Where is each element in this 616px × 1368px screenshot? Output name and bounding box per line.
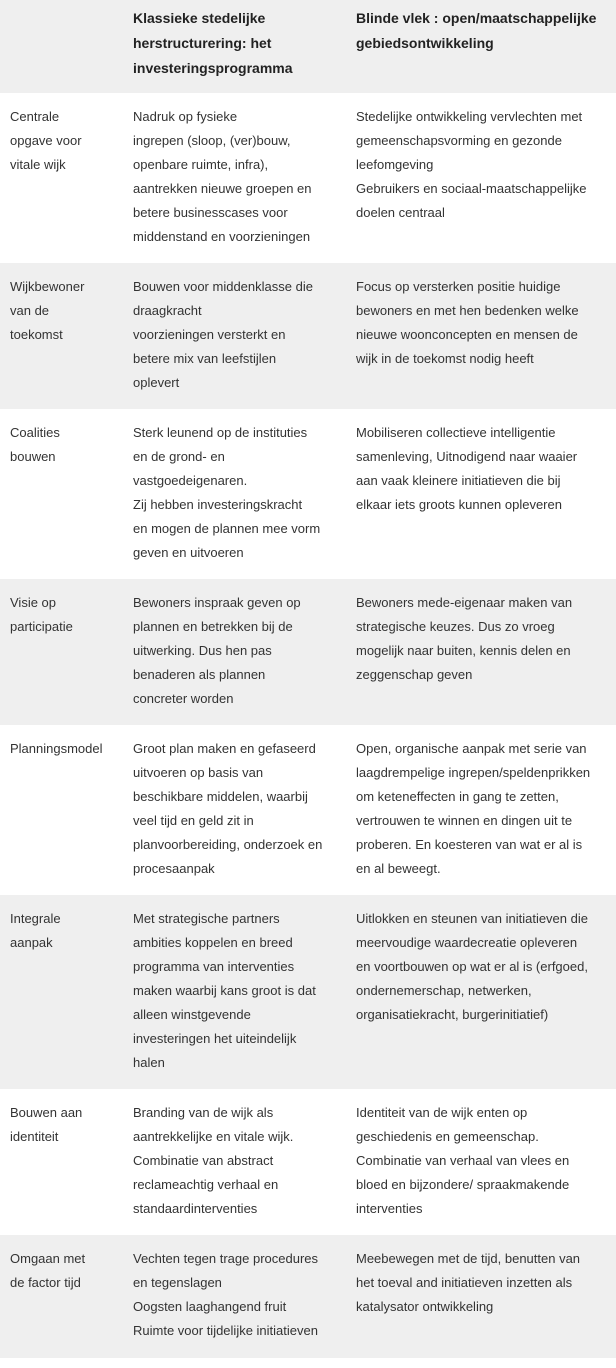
row-classic-text: Groot plan maken en gefaseerd uitvoeren op basis van beschikbare middelen, waarbij veel tijd en geld zit in planvoorbereiding, onderzoek en procesaanpak bbox=[133, 741, 323, 876]
row-classic-text: Bouwen voor middenklasse die draagkracht voorzieningen versterkt en betere mix van leefstijlen oplevert bbox=[133, 279, 313, 390]
row-label: Integrale aanpak bbox=[10, 911, 61, 950]
row-label: Bouwen aan identiteit bbox=[10, 1105, 83, 1144]
header-open-cell bbox=[346, 0, 616, 93]
row-classic-text: Met strategische partners ambities koppelen en breed programma van interventies maken waarbij kans groot is dat alleen winstgevende investeringen het uiteindelijk halen bbox=[133, 911, 316, 1070]
table-header-row bbox=[0, 0, 616, 93]
row-classic-text: Nadruk op fysieke ingrepen (sloop, (ver)bouw, openbare ruimte, infra), aantrekken nieuwe groepen en betere businesscases voor middenstand en voorzieningen bbox=[133, 109, 312, 244]
row-open-text: Bewoners mede-eigenaar maken van strategische keuzes. Dus zo vroeg mogelijk naar buiten, kennis delen en zeggenschap geven bbox=[356, 595, 573, 682]
table-row bbox=[0, 1089, 616, 1235]
header-classic-title: Klassieke stedelijke herstructurering: het investeringsprogramma bbox=[133, 10, 293, 76]
row-label: Visie op participatie bbox=[10, 595, 73, 634]
row-classic-text: Branding van de wijk als aantrekkelijke en vitale wijk. Combinatie van abstract reclameachtig verhaal en standaardinterventies bbox=[133, 1105, 294, 1216]
table-row bbox=[0, 1235, 616, 1358]
row-classic-text: Sterk leunend op de instituties en de grond- en vastgoedeigenaren. Zij hebben investeringskracht en mogen de plannen mee vorm geven en uitvoeren bbox=[133, 425, 321, 560]
row-open-text: Identiteit van de wijk enten op geschiedenis en gemeenschap. Combinatie van verhaal van vlees en bloed en bijzondere/ spraakmakende interventies bbox=[356, 1105, 570, 1216]
row-open-text: Stedelijke ontwikkeling vervlechten met gemeenschapsvorming en gezonde leefomgeving Gebruikers en sociaal-maatschappelijke doelen centraal bbox=[356, 109, 587, 220]
row-open-text: Meebewegen met de tijd, benutten van het toeval and initiatieven inzetten als katalysator ontwikkeling bbox=[356, 1251, 581, 1314]
table-row bbox=[0, 895, 616, 1089]
row-label: Coalities bouwen bbox=[10, 425, 60, 464]
row-label: Wijkbewoner van de toekomst bbox=[10, 279, 85, 342]
row-open-text: Open, organische aanpak met serie van laagdrempelige ingrepen/speldenprikken om keteneffecten in gang te zetten, vertrouwen te winnen en dingen uit te proberen. En koesteren van wat er al is en al beweegt. bbox=[356, 741, 591, 876]
table-row bbox=[0, 93, 616, 263]
row-label: Centrale opgave voor vitale wijk bbox=[10, 109, 82, 172]
table-row bbox=[0, 409, 616, 579]
row-classic-text: Bewoners inspraak geven op plannen en betrekken bij de uitwerking. Dus hen pas benaderen als plannen concreter worden bbox=[133, 595, 301, 706]
header-col1 bbox=[0, 0, 123, 6]
row-label: Omgaan met de factor tijd bbox=[10, 1251, 86, 1290]
header-open-title: Blinde vlek : open/maatschappelijke gebiedsontwikkeling bbox=[356, 10, 597, 51]
row-open-text: Focus op versterken positie huidige bewoners en met hen bedenken welke nieuwe woonconcepten en mensen de wijk in de toekomst nodig heeft bbox=[356, 279, 579, 366]
row-open-text: Mobiliseren collectieve intelligentie samenleving, Uitnodigend naar waaier aan vaak kleinere initiatieven die bij elkaar iets groots kunnen opleveren bbox=[356, 425, 578, 512]
header-classic-cell bbox=[123, 0, 346, 93]
table-row bbox=[0, 263, 616, 409]
table-row bbox=[0, 725, 616, 895]
header-empty-cell bbox=[0, 0, 123, 93]
row-classic-text: Vechten tegen trage procedures en tegenslagen Oogsten laaghangend fruit Ruimte voor tijdelijke initiatieven bbox=[133, 1251, 319, 1338]
row-label: Planningsmodel bbox=[10, 741, 103, 756]
row-open-text: Uitlokken en steunen van initiatieven die meervoudige waardecreatie opleveren en voortbouwen op wat er al is (erfgoed, ondernemerschap, netwerken, organisatiekracht, burgerinitiatief) bbox=[356, 911, 588, 1022]
table-row bbox=[0, 579, 616, 725]
